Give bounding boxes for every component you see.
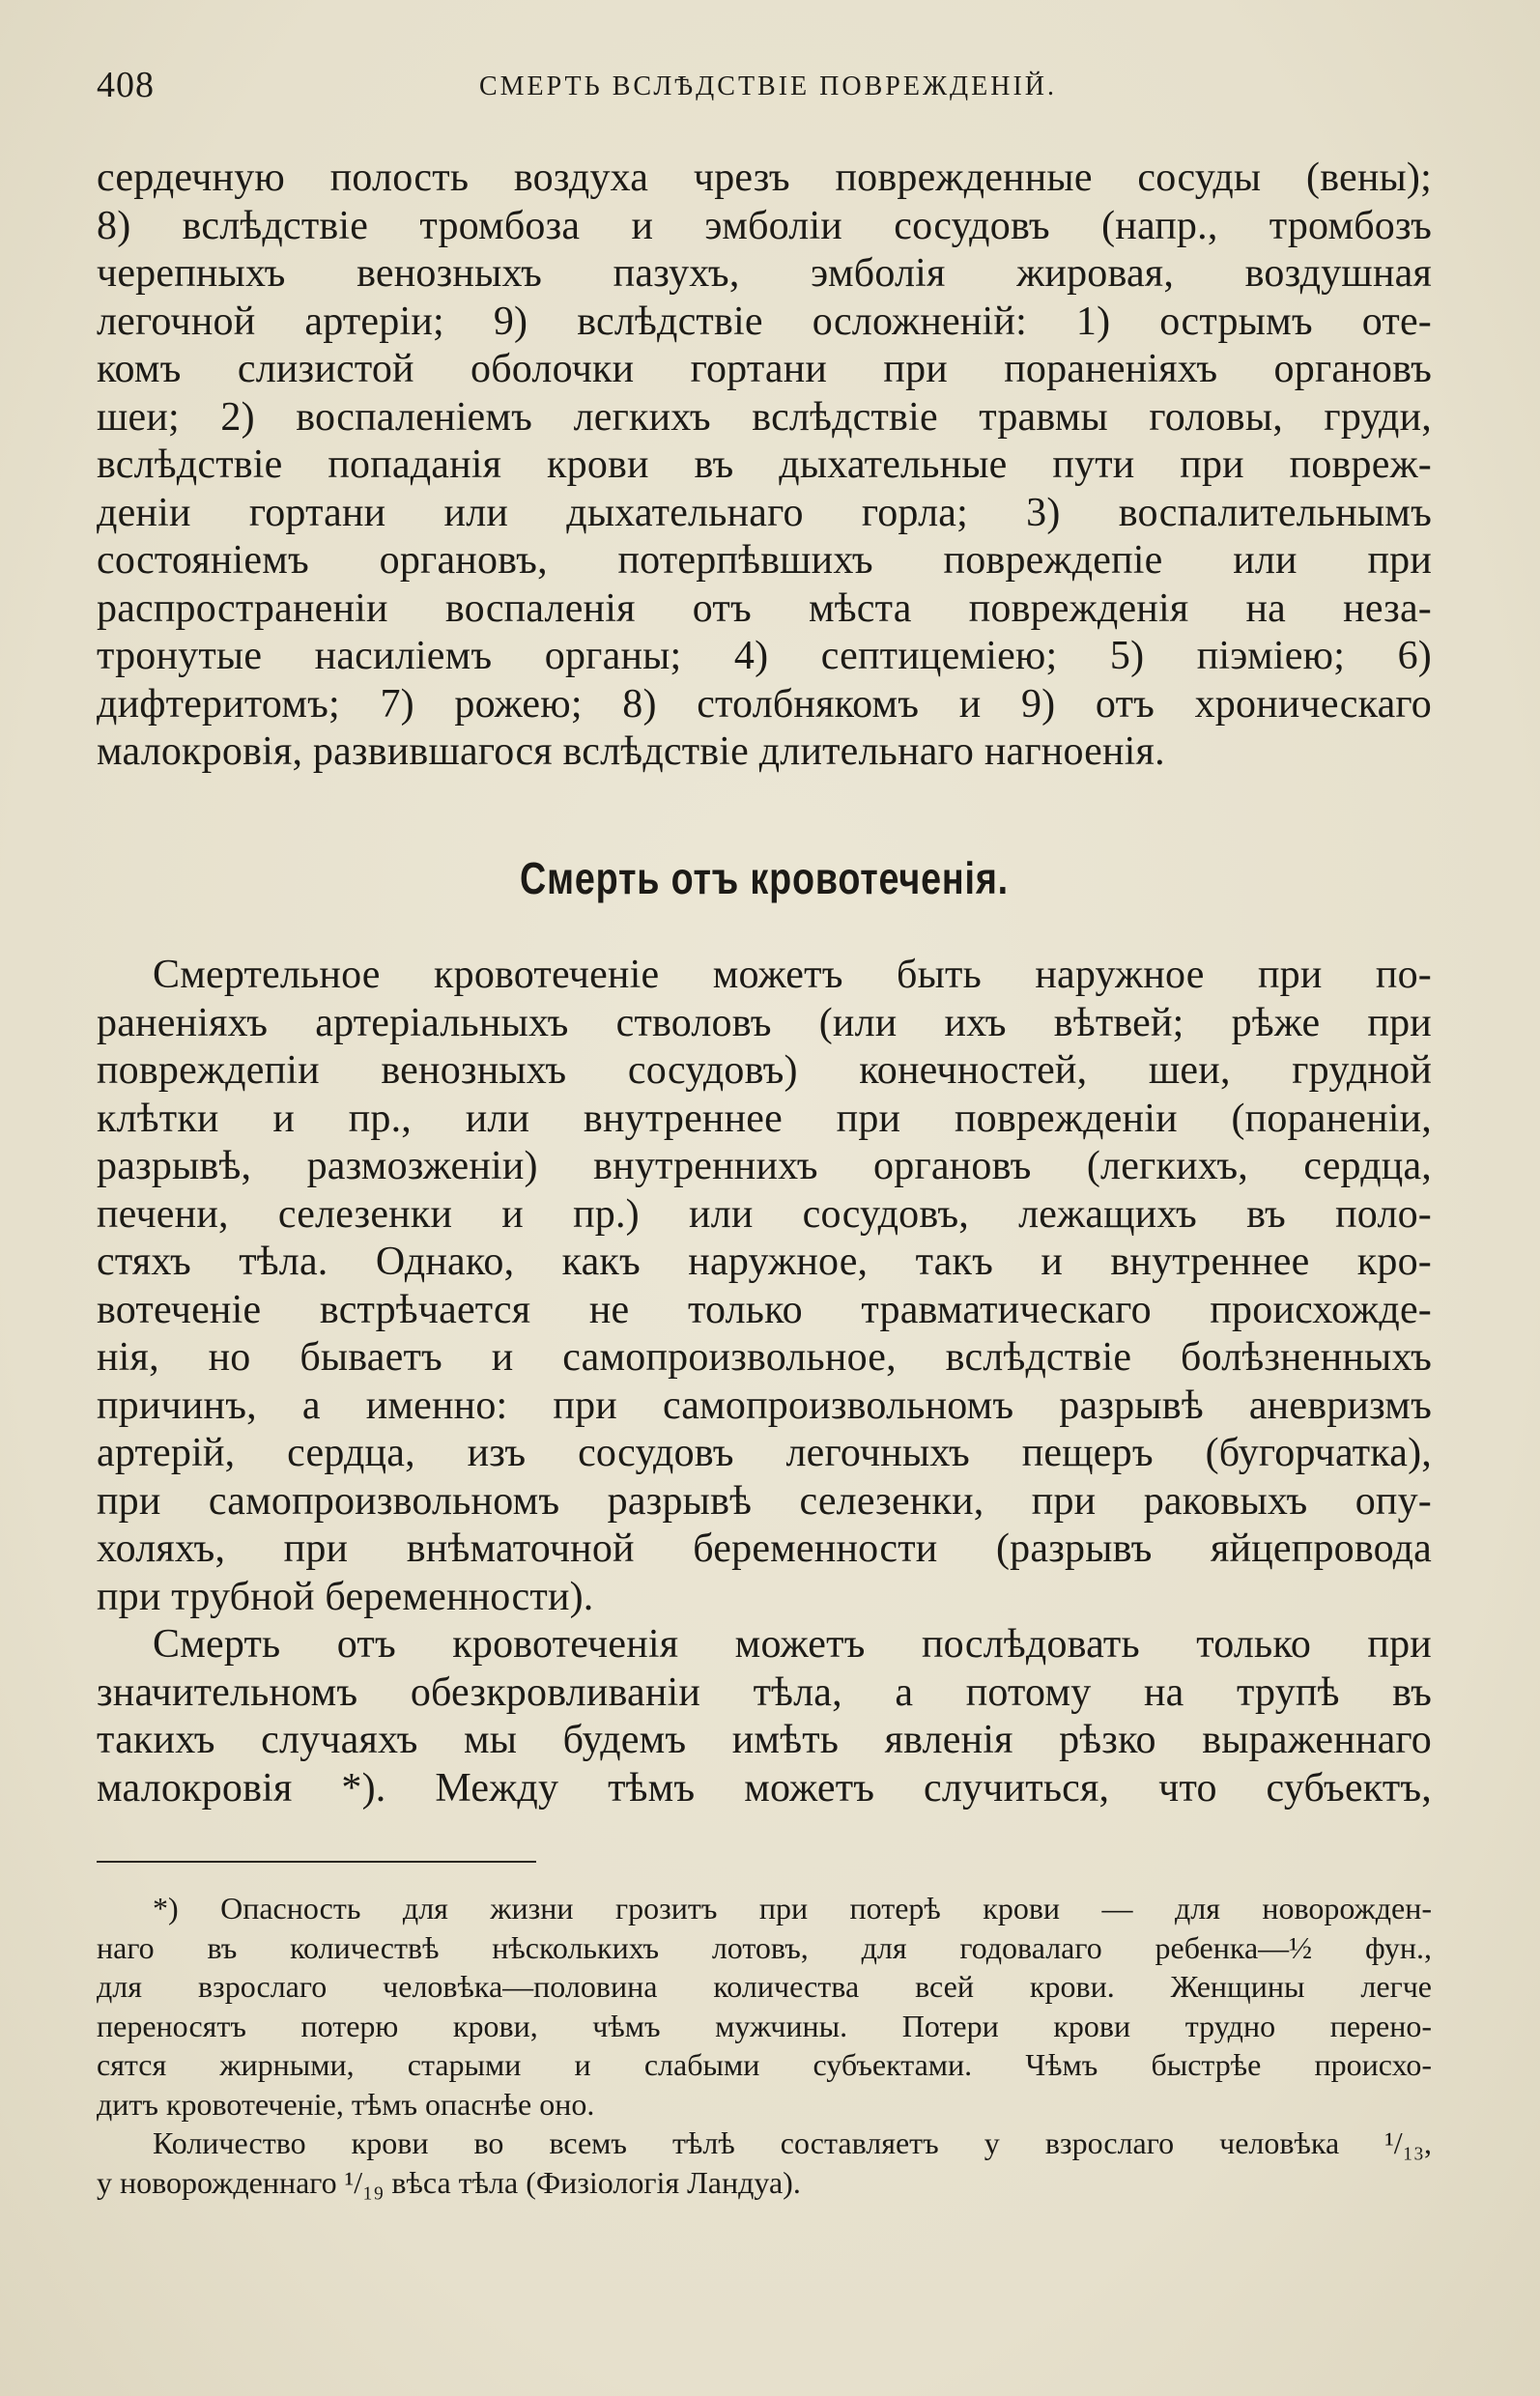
footnote-divider bbox=[97, 1861, 536, 1863]
section-body bbox=[97, 952, 1432, 1812]
text-line: Смертельное кровотеченіе можетъ быть наружное при по- bbox=[153, 953, 1432, 997]
text-line: раненіяхъ артеріальныхъ стволовъ (или ихъ вѣтвей; рѣже при bbox=[97, 1000, 1432, 1045]
text-line: повреждепіи венозныхъ сосудовъ) конечностей, шеи, грудной bbox=[97, 1048, 1432, 1093]
text-line: стяхъ тѣла. Однако, какъ наружное, такъ и внутреннее кро- bbox=[97, 1240, 1432, 1284]
text-line: печени, селезенки и пр.) или сосудовъ, лежащихъ въ поло- bbox=[97, 1191, 1432, 1237]
text-line: Смерть отъ кровотеченія можетъ послѣдовать только при bbox=[153, 1622, 1432, 1667]
footnote-line: дитъ кровотеченіе, тѣмъ опаснѣе оно. bbox=[97, 2086, 595, 2122]
text-line: значительномъ обезкровливаніи тѣла, а потому на трупѣ въ bbox=[97, 1669, 1432, 1715]
text-line: при самопроизвольномъ разрывѣ селезенки, при раковыхъ опу- bbox=[97, 1478, 1432, 1524]
text-line: артерій, сердца, изъ сосудовъ легочныхъ пещеръ (бугорчатка), bbox=[97, 1431, 1432, 1475]
text-line: деніи гортани или дыхательнаго горла; 3) воспалительнымъ bbox=[97, 490, 1432, 535]
text-line: черепныхъ венозныхъ пазухъ, эмболія жировая, воздушная bbox=[97, 251, 1432, 296]
running-title: СМЕРТЬ ВСЛѢДСТВІЕ ПОВРЕЖДЕНІЙ. bbox=[478, 71, 1058, 101]
text-line: тронутые насиліемъ органы; 4) септицеміею; 5) піэміею; 6) bbox=[97, 634, 1432, 678]
text-line: легочной артеріи; 9) вслѣдствіе осложненій: 1) острымъ оте- bbox=[97, 299, 1432, 344]
text-line: при трубной беременности). bbox=[97, 1574, 594, 1619]
text-line: вслѣдствіе попаданія крови въ дыхательные пути при повреж- bbox=[97, 442, 1432, 487]
text-line: холяхъ, при внѣматочной беременности (разрывъ яйцепровода bbox=[97, 1526, 1432, 1571]
section-heading: Смерть отъ кровотеченія. bbox=[520, 853, 1009, 903]
text-line: вотеченіе встрѣчается не только травматическаго происхожде- bbox=[97, 1287, 1432, 1332]
footnote-line: у новорожденнаго ¹/₁₉ вѣса тѣла (Физіологія Ландуа). bbox=[97, 2164, 801, 2200]
footnote-line: Количество крови во всемъ тѣлѣ составляетъ у взрослаго человѣка ¹/₁₃, bbox=[153, 2125, 1432, 2160]
text-line: такихъ случаяхъ мы будемъ имѣть явленія рѣзко выраженнаго bbox=[97, 1718, 1432, 1762]
top-paragraph bbox=[97, 155, 1432, 777]
footnote-line: переносятъ потерю крови, чѣмъ мужчины. Потери крови трудно перено- bbox=[97, 2008, 1432, 2043]
text-line: разрывѣ, размозженіи) внутреннихъ органовъ (легкихъ, сердца, bbox=[97, 1144, 1432, 1188]
page-number: 408 bbox=[97, 65, 155, 105]
text-line: сердечную полость воздуха чрезъ поврежденные сосуды (вены); bbox=[97, 156, 1432, 200]
text-line: дифтеритомъ; 7) рожею; 8) столбнякомъ и 9) отъ хроническаго bbox=[97, 681, 1432, 727]
text-line: состояніемъ органовъ, потерпѣвшихъ повреждепіе или при bbox=[97, 538, 1432, 583]
text-line: клѣтки и пр., или внутреннее при поврежденіи (пораненіи, bbox=[97, 1096, 1432, 1141]
footnote-line: сятся жирными, старыми и слабыми субъектами. Чѣмъ быстрѣе происхо- bbox=[97, 2047, 1432, 2082]
footnote-line: для взрослаго человѣка—половина количества всей крови. Женщины легче bbox=[97, 1969, 1432, 2004]
text-line: шеи; 2) воспаленіемъ легкихъ вслѣдствіе травмы головы, груди, bbox=[97, 394, 1432, 440]
text-line: 8) вслѣдствіе тромбоза и эмболіи сосудовъ (напр., тромбозъ bbox=[97, 203, 1432, 248]
footnote-line: наго въ количествѣ нѣсколькихъ лотовъ, для годовалаго ребенка—½ фун., bbox=[97, 1929, 1432, 1965]
text-line: комъ слизистой оболочки гортани при пораненіяхъ органовъ bbox=[97, 347, 1432, 391]
text-line: малокровія *). Между тѣмъ можетъ случиться, что субъектъ, bbox=[97, 1765, 1432, 1811]
text-line: распространеніи воспаленія отъ мѣста поврежденія на неза- bbox=[97, 585, 1432, 631]
text-line: причинъ, а именно: при самопроизвольномъ разрывѣ аневризмъ bbox=[97, 1383, 1432, 1428]
footnotes bbox=[97, 1889, 1432, 2202]
text-line: малокровія, развившагося вслѣдствіе длительнаго нагноенія. bbox=[97, 729, 1165, 774]
text-line: нія, но бываетъ и самопроизвольное, вслѣдствіе болѣзненныхъ bbox=[97, 1335, 1432, 1380]
running-head bbox=[97, 64, 1440, 112]
footnote-line: *) Опасность для жизни грозитъ при потерѣ крови — для новорожден- bbox=[153, 1891, 1432, 1925]
